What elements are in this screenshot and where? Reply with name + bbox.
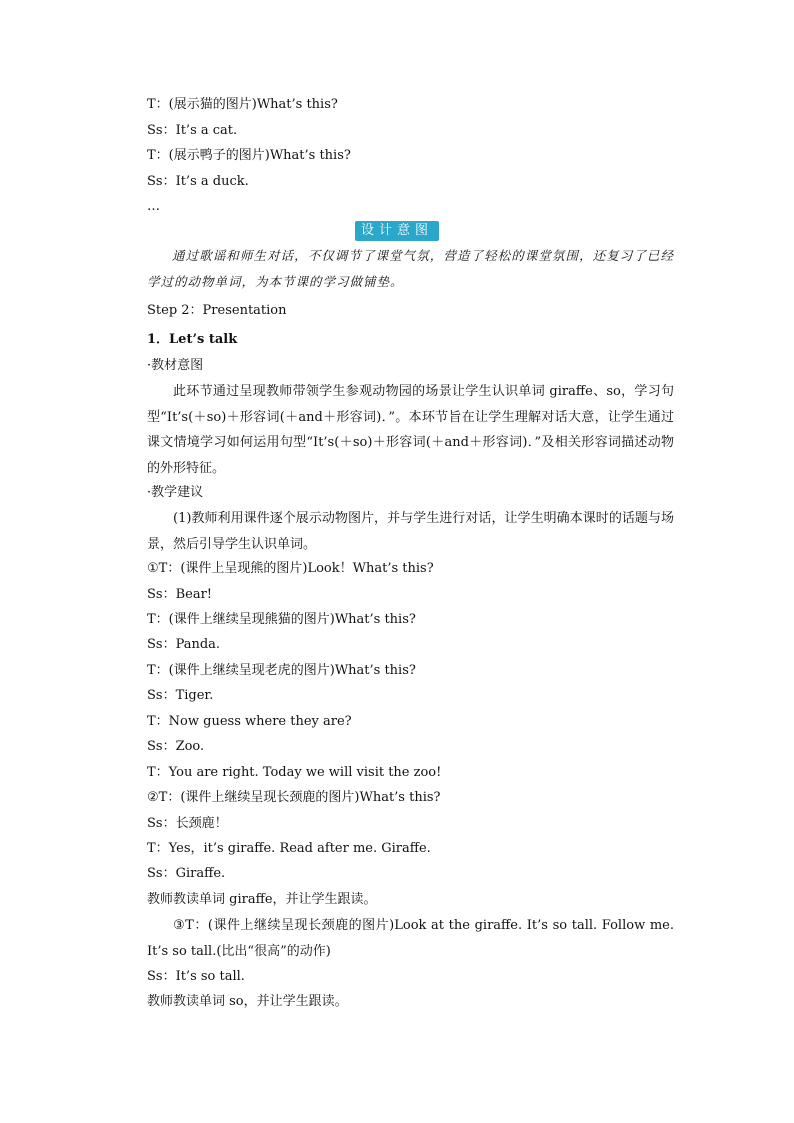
dialog-line: ②T：(课件上继续呈现长颈鹿的图片)What’s this?	[147, 790, 441, 805]
dialog-line: T：Now guess where they are?	[147, 714, 352, 729]
section-title: 1．Let’s talk	[147, 332, 238, 347]
dialog-line: ①T：(课件上呈现熊的图片)Look！What’s this?	[147, 561, 434, 576]
dialog-line: Ss：It’s a cat.	[147, 123, 238, 138]
design-intent-text: 通过歌谣和师生对话，不仅调节了课堂气氛，营造了轻松的课堂氛围，还复习了已经学过的动物单词，为本节课的学习做铺垫。	[147, 248, 674, 289]
dialog-line: T：(展示鸭子的图片)What’s this?	[147, 148, 351, 163]
textbook-intent-text: 此环节通过呈现教师带领学生参观动物园的场景让学生认识单词 giraffe、so，学习句型“It’s(＋so)＋形容词(＋and＋形容词)．”。本环节旨在让学生理解对话大意，让学生通过课文情境学习如何运用句型“It’s(＋so)＋形容词(＋and＋形容词)．”及相关形容词描述动物的外形特征。	[147, 384, 674, 476]
textbook-intent-label: ·教材意图	[147, 358, 204, 373]
dialog-line: T：(课件上继续呈现熊猫的图片)What’s this?	[147, 612, 416, 627]
teaching-suggestion-label: ·教学建议	[147, 485, 204, 500]
dialog-line: Ss：Zoo.	[147, 739, 205, 754]
ellipsis-line: …	[147, 199, 160, 214]
dialog-line: Ss：Giraffe.	[147, 866, 226, 881]
dialog-line: Ss：Panda.	[147, 637, 221, 652]
dialog-line: Ss：Bear!	[147, 587, 213, 602]
suggestion-paragraph: (1)教师利用课件逐个展示动物图片，并与学生进行对话，让学生明确本课时的话题与场景，然后引导学生认识单词。	[147, 511, 674, 552]
dialog-line: T：You are right. Today we will visit the zoo!	[147, 765, 442, 780]
dialog-line: T：(展示猫的图片)What’s this?	[147, 97, 338, 112]
dialog-line: Ss：It’s a duck.	[147, 174, 249, 189]
dialog-line: Ss：长颈鹿！	[147, 816, 228, 831]
dialog-paragraph: ③T：(课件上继续呈现长颈鹿的图片)Look at the giraffe. It’s so tall. Follow me. It’s so tall.(比出“很高”的动作)	[147, 918, 674, 959]
design-intent-badge: 设计意图	[355, 221, 439, 241]
instruction-line: 教师教读单词 giraffe，并让学生跟读。	[147, 892, 377, 907]
dialog-line: T：Yes，it’s giraffe. Read after me. Giraffe.	[147, 841, 431, 856]
step-heading: Step 2：Presentation	[147, 303, 287, 318]
dialog-line: T：(课件上继续呈现老虎的图片)What’s this?	[147, 663, 416, 678]
instruction-line: 教师教读单词 so，并让学生跟读。	[147, 994, 348, 1009]
design-intent-header	[0, 219, 794, 241]
dialog-line: Ss：Tiger.	[147, 688, 214, 703]
dialog-line: Ss：It’s so tall.	[147, 969, 245, 984]
